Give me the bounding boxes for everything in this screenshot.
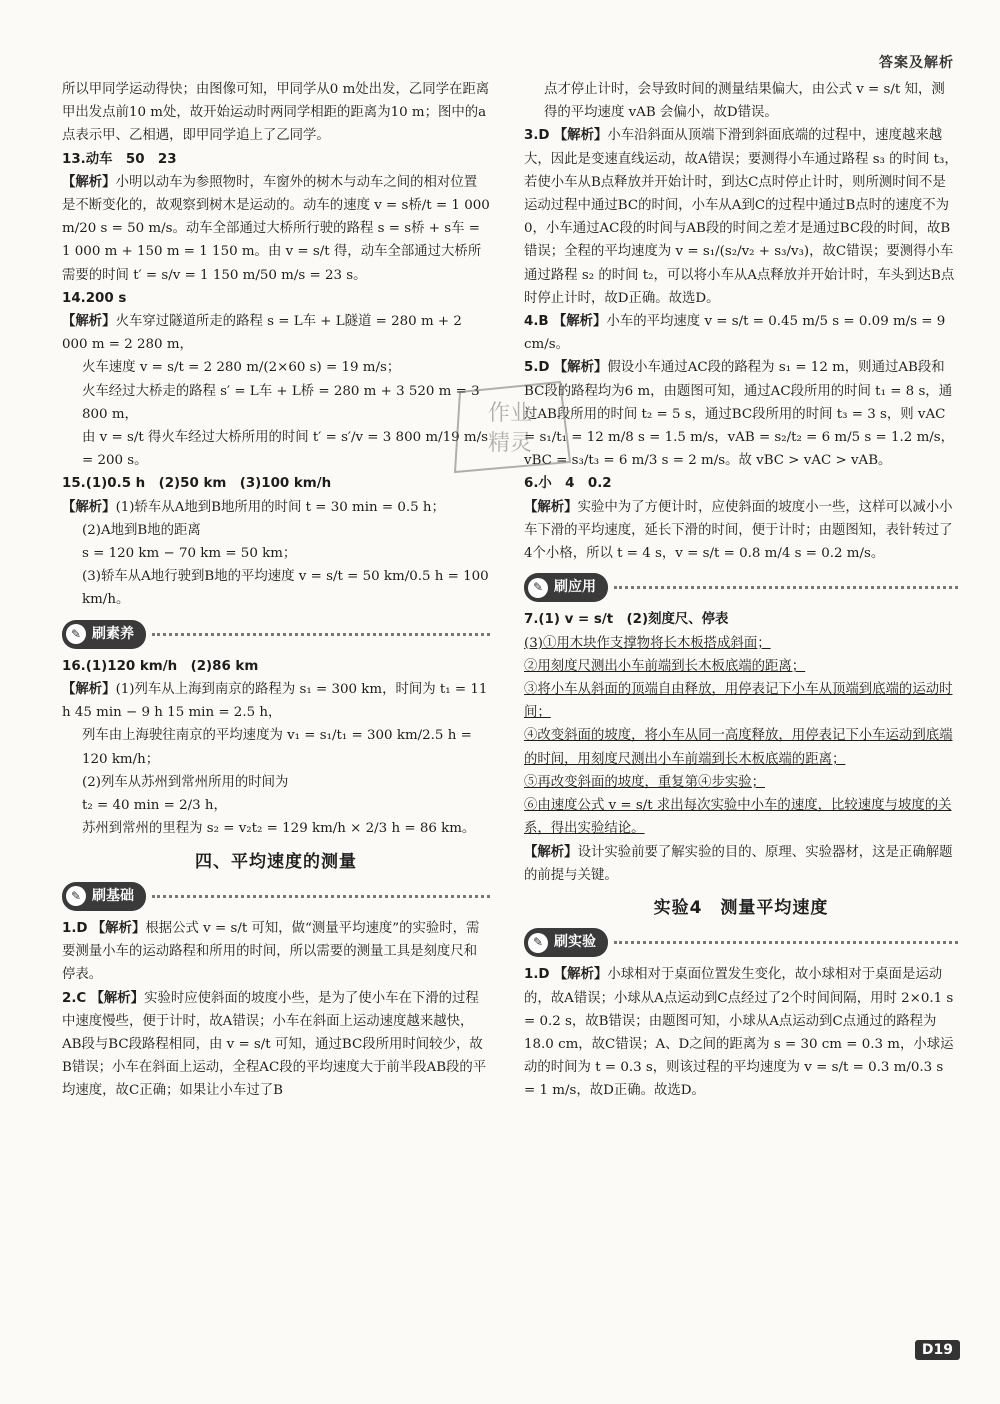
left-column — [62, 78, 490, 1103]
watermark-line2: 精灵 — [487, 431, 533, 456]
explanation-text — [62, 380, 490, 426]
text: 根据公式 v = s/t 可知，做“测量平均速度”的实验时，需要测量小车的运动路程和所用的时间，所以需要的测量工具是刻度尺和停表。 — [62, 920, 480, 983]
brush-icon: ✎ — [66, 886, 86, 906]
banner-dots — [152, 895, 490, 898]
brush-icon: ✎ — [528, 578, 548, 598]
analysis-label: 【解析】 — [91, 920, 146, 936]
answer: 200 s — [85, 290, 127, 306]
underlined-step — [524, 678, 958, 724]
text: 点才停止计时，会导致时间的测量结果偏大，由公式 v = s/t 知，测得的平均速度 vAB 会偏小，故D错误。 — [544, 82, 945, 121]
question-number: 13. — [62, 151, 86, 167]
explanation-text — [62, 78, 490, 148]
question-number: 1. — [62, 920, 77, 936]
text: (1)轿车从A地到B地所用的时间 t = 30 min = 0.5 h； — [115, 499, 445, 515]
explanation-text — [62, 771, 490, 794]
question-number: 3. — [524, 128, 539, 144]
analysis-label: 【解析】 — [524, 499, 578, 515]
text: (3)轿车从A地行驶到B地的平均速度 v = s/t = 50 km/0.5 h = 100 km/h。 — [82, 569, 489, 608]
analysis-label: 【解析】 — [553, 967, 608, 983]
analysis-label: 【解析】 — [90, 990, 145, 1006]
text: 由 v = s/t 得火车经过大桥所用的时间 t′ = s′/v = 3 800 m/19 m/s = 200 s。 — [82, 430, 488, 469]
text: ③将小车从斜面的顶端自由释放，用停表记下小车从顶端到底端的运动时间； — [524, 682, 953, 721]
text: ②用刻度尺测出小车前端到长木板底端的距离； — [524, 658, 806, 674]
explanation-text — [62, 678, 490, 724]
banner-label: 刷应用 — [554, 579, 596, 596]
answer: (1)120 km/h (2)86 km — [85, 658, 259, 674]
banner-label: 刷基础 — [92, 887, 134, 904]
text: 苏州到常州的里程为 s₂ = v₂t₂ = 129 km/h × 2/3 h = 86 km。 — [82, 821, 476, 837]
answer: (1)0.5 h (2)50 km (3)100 km/h — [85, 476, 332, 492]
answer: D — [538, 967, 550, 983]
answer: D — [76, 920, 88, 936]
question-number: 4. — [524, 314, 539, 330]
text: 小车的平均速度 v = s/t = 0.45 m/5 s = 0.09 m/s = 9 cm/s。 — [524, 314, 946, 353]
banner-badge — [524, 928, 608, 957]
answer: 动车 50 23 — [85, 151, 177, 167]
text: s = 120 km − 70 km = 50 km； — [82, 546, 297, 562]
question-item — [524, 124, 958, 310]
text: (1)列车从上海到南京的路程为 s₁ = 300 km，时间为 t₁ = 11 h 45 min − 9 h 15 min = 2.5 h， — [62, 682, 488, 721]
text: 实验中为了方便计时，应使斜面的坡度小一些，这样可以减小小车下滑的平均速度，延长下滑的时间，便于计时；由题图知，表针转过了4个小格，所以 t = 4 s，v = s/t = 0.8 m/4 s = 0.2 m/s。 — [524, 499, 953, 562]
explanation-text — [524, 78, 958, 124]
analysis-label: 【解析】 — [62, 174, 116, 190]
section-banner — [62, 620, 490, 649]
question-item — [62, 917, 490, 987]
explanation-text — [62, 724, 490, 770]
section-banner — [524, 573, 958, 602]
underlined-step — [524, 794, 958, 840]
answer: 小 4 0.2 — [538, 476, 612, 492]
analysis-label: 【解析】 — [553, 128, 608, 144]
explanation-text — [62, 171, 490, 287]
text: 列车由上海驶往南京的平均速度为 v₁ = s₁/t₁ = 300 km/2.5 h = 120 km/h； — [82, 728, 472, 767]
answer: D — [538, 360, 550, 376]
watermark-line1: 作业 — [487, 401, 533, 426]
answer: B — [538, 314, 549, 330]
question-item — [524, 472, 958, 495]
section-title: 实验4 测量平均速度 — [653, 897, 829, 918]
text: (3)①用木块作支撑物将长木板搭成斜面； — [524, 635, 771, 651]
banner-dots — [152, 633, 490, 636]
banner-dots — [614, 941, 958, 944]
watermark-stamp — [440, 372, 580, 482]
question-item — [62, 287, 490, 310]
explanation-text — [62, 356, 490, 379]
analysis-label: 【解析】 — [62, 682, 116, 698]
question-item — [62, 987, 490, 1103]
explanation-text — [62, 542, 490, 565]
question-number: 1. — [524, 967, 539, 983]
text: 假设小车通过AC段的路程为 s₁ = 12 m，则通过AB段和BC段的路程均为6 m，由题图可知，通过AC段所用的时间 t₁ = 8 s，通过AB段所用的时间 t₂ = 5 s，通过BC段所用的时间 t₃ = 3 s，则 vAC = s₁/t₁ = 12 m/8 s = 1.5 m/s，vAB = s₂/t₂ = 6 m/5 s = 1.2 m/s，vBC = s₃/t₃ = 6 m/3 s = 2 m/s。故 vBC > vAC > vAB。 — [524, 360, 955, 469]
explanation-text — [62, 817, 490, 840]
banner-badge — [62, 882, 146, 911]
analysis-label: 【解析】 — [62, 314, 116, 330]
question-item — [524, 963, 958, 1102]
explanation-text — [62, 496, 490, 519]
text: 小球相对于桌面位置发生变化，故小球相对于桌面是运动的，故A错误；小球从A点运动到C点经过了2个时间间隔，用时 2×0.1 s = 0.2 s，故B错误；由题图可知，小球从A点运动到C点通过的路程为18.0 cm，故C错误；A、D之间的距离为 s = 30 cm = 0.3 m，小球运动的时间为 t = 0.3 s，则该过程的平均速度为 v = s/t = 0.3 m/0.3 s = 1 m/s，故D正确。故选D。 — [524, 967, 954, 1099]
banner-dots — [614, 586, 958, 589]
question-item — [524, 310, 958, 356]
question-number: 14. — [62, 290, 86, 306]
analysis-label: 【解析】 — [524, 844, 578, 860]
underlined-step — [524, 655, 958, 678]
explanation-text — [524, 841, 958, 887]
text: 所以甲同学运动得快；由图像可知，甲同学从0 m处出发，乙同学在距离甲出发点前10 m处，故开始运动时两同学相距的距离为10 m；图中的a点表示甲、乙相遇，即甲同学追上了乙同学。 — [62, 82, 490, 144]
question-number: 16. — [62, 658, 86, 674]
answer: (1) v = s/t (2)刻度尺、停表 — [538, 612, 729, 628]
brush-icon: ✎ — [528, 933, 548, 953]
text: 火车经过大桥走的路程 s′ = L车 + L桥 = 280 m + 3 520 m = 3 800 m， — [82, 383, 480, 422]
question-item — [524, 356, 958, 472]
question-item — [524, 608, 958, 631]
text: 小明以动车为参照物时，车窗外的树木与动车之间的相对位置是不断变化的，故观察到树木是运动的。动车的速度 v = s桥/t = 1 000 m/20 s = 50 m/s。动车全部通过大桥所行驶的路程 s = s桥 + s车 = 1 000 m + 150 m = 1 150 m。由 v = s/t 得，动车全部通过大桥所需要的时间 t′ = s/v = 1 150 m/50 m/s = 23 s。 — [62, 174, 490, 283]
text: 小车沿斜面从顶端下滑到斜面底端的过程中，速度越来越大，因此是变速直线运动，故A错误；要测得小车通过路程 s₃ 的时间 t₃，若使小车从B点释放并开始计时，到达C点时停止计时，则所测时间不是运动过程中通过BC的时间，小车从A到C的过程中通过B点时的速度不为0，小车通过AC段的时间与AB段的时间之差才是通过BC段的时间，故B错误；全程的平均速度为 v = s₁/(s₂/v₂ + s₃/v₃)，故C错误；要测得小车通过路程 s₂ 的时间 t₂，可以将小车从A点释放并开始计时，车头到达B点时停止计时，故D正确。故选D。 — [524, 128, 958, 306]
analysis-label: 【解析】 — [553, 360, 608, 376]
text: (2)列车从苏州到常州所用的时间为 — [82, 774, 289, 790]
question-number: 15. — [62, 476, 86, 492]
page-header: 答案及解析 — [879, 55, 954, 71]
explanation-text — [62, 310, 490, 356]
question-number: 5. — [524, 360, 539, 376]
page-number: D19 — [915, 1340, 960, 1360]
underlined-step — [524, 632, 958, 655]
text: ⑤再改变斜面的坡度，重复第④步实验； — [524, 774, 766, 790]
explanation-text — [524, 496, 958, 566]
text: ⑥由速度公式 v = s/t 求出每次实验中小车的速度，比较速度与坡度的关系，得出实验结论。 — [524, 798, 952, 837]
question-number: 2. — [62, 990, 77, 1006]
question-number: 6. — [524, 476, 539, 492]
text: 设计实验前要了解实验的目的、原理、实验器材，这是正确解题的前提与关键。 — [524, 844, 953, 883]
section-banner — [62, 882, 490, 911]
answer: D — [538, 128, 550, 144]
explanation-text — [62, 794, 490, 817]
answer: C — [76, 990, 87, 1006]
text: t₂ = 40 min = 2/3 h， — [82, 798, 227, 814]
banner-badge — [62, 620, 146, 649]
section-title: 四、平均速度的测量 — [195, 851, 357, 872]
banner-label: 刷素养 — [92, 625, 134, 642]
question-item — [62, 148, 490, 171]
underlined-step — [524, 771, 958, 794]
analysis-label: 【解析】 — [62, 499, 116, 515]
section-banner — [524, 928, 958, 957]
text: 火车穿过隧道所走的路程 s = L车 + L隧道 = 280 m + 2 000 m = 2 280 m， — [62, 314, 462, 353]
right-column — [524, 78, 958, 1103]
explanation-text — [62, 426, 490, 472]
underlined-step — [524, 724, 958, 770]
question-number: 7. — [524, 612, 539, 628]
banner-badge — [524, 573, 608, 602]
explanation-text — [62, 565, 490, 611]
text: (2)A地到B地的距离 — [82, 522, 201, 538]
text: 火车速度 v = s/t = 2 280 m/(2×60 s) = 19 m/s； — [82, 360, 401, 376]
text: ④改变斜面的坡度，将小车从同一高度释放，用停表记下小车运动到底端的时间，用刻度尺测出小车前端到长木板底端的距离； — [524, 728, 953, 767]
question-item — [62, 655, 490, 678]
explanation-text — [62, 519, 490, 542]
banner-label: 刷实验 — [554, 934, 596, 951]
question-item — [62, 472, 490, 495]
brush-icon: ✎ — [66, 624, 86, 644]
text: 实验时应使斜面的坡度小些，是为了使小车在下滑的过程中速度慢些，便于计时，故A错误；小车在斜面上运动速度越来越快，AB段与BC段路程相同，由 v = s/t 可知，通过BC段所用时间较少，故B错误；小车在斜面上运动，全程AC段的平均速度大于前半段AB段的平均速度，故C正确；如果让小车过了B — [62, 990, 487, 1099]
analysis-label: 【解析】 — [552, 314, 607, 330]
